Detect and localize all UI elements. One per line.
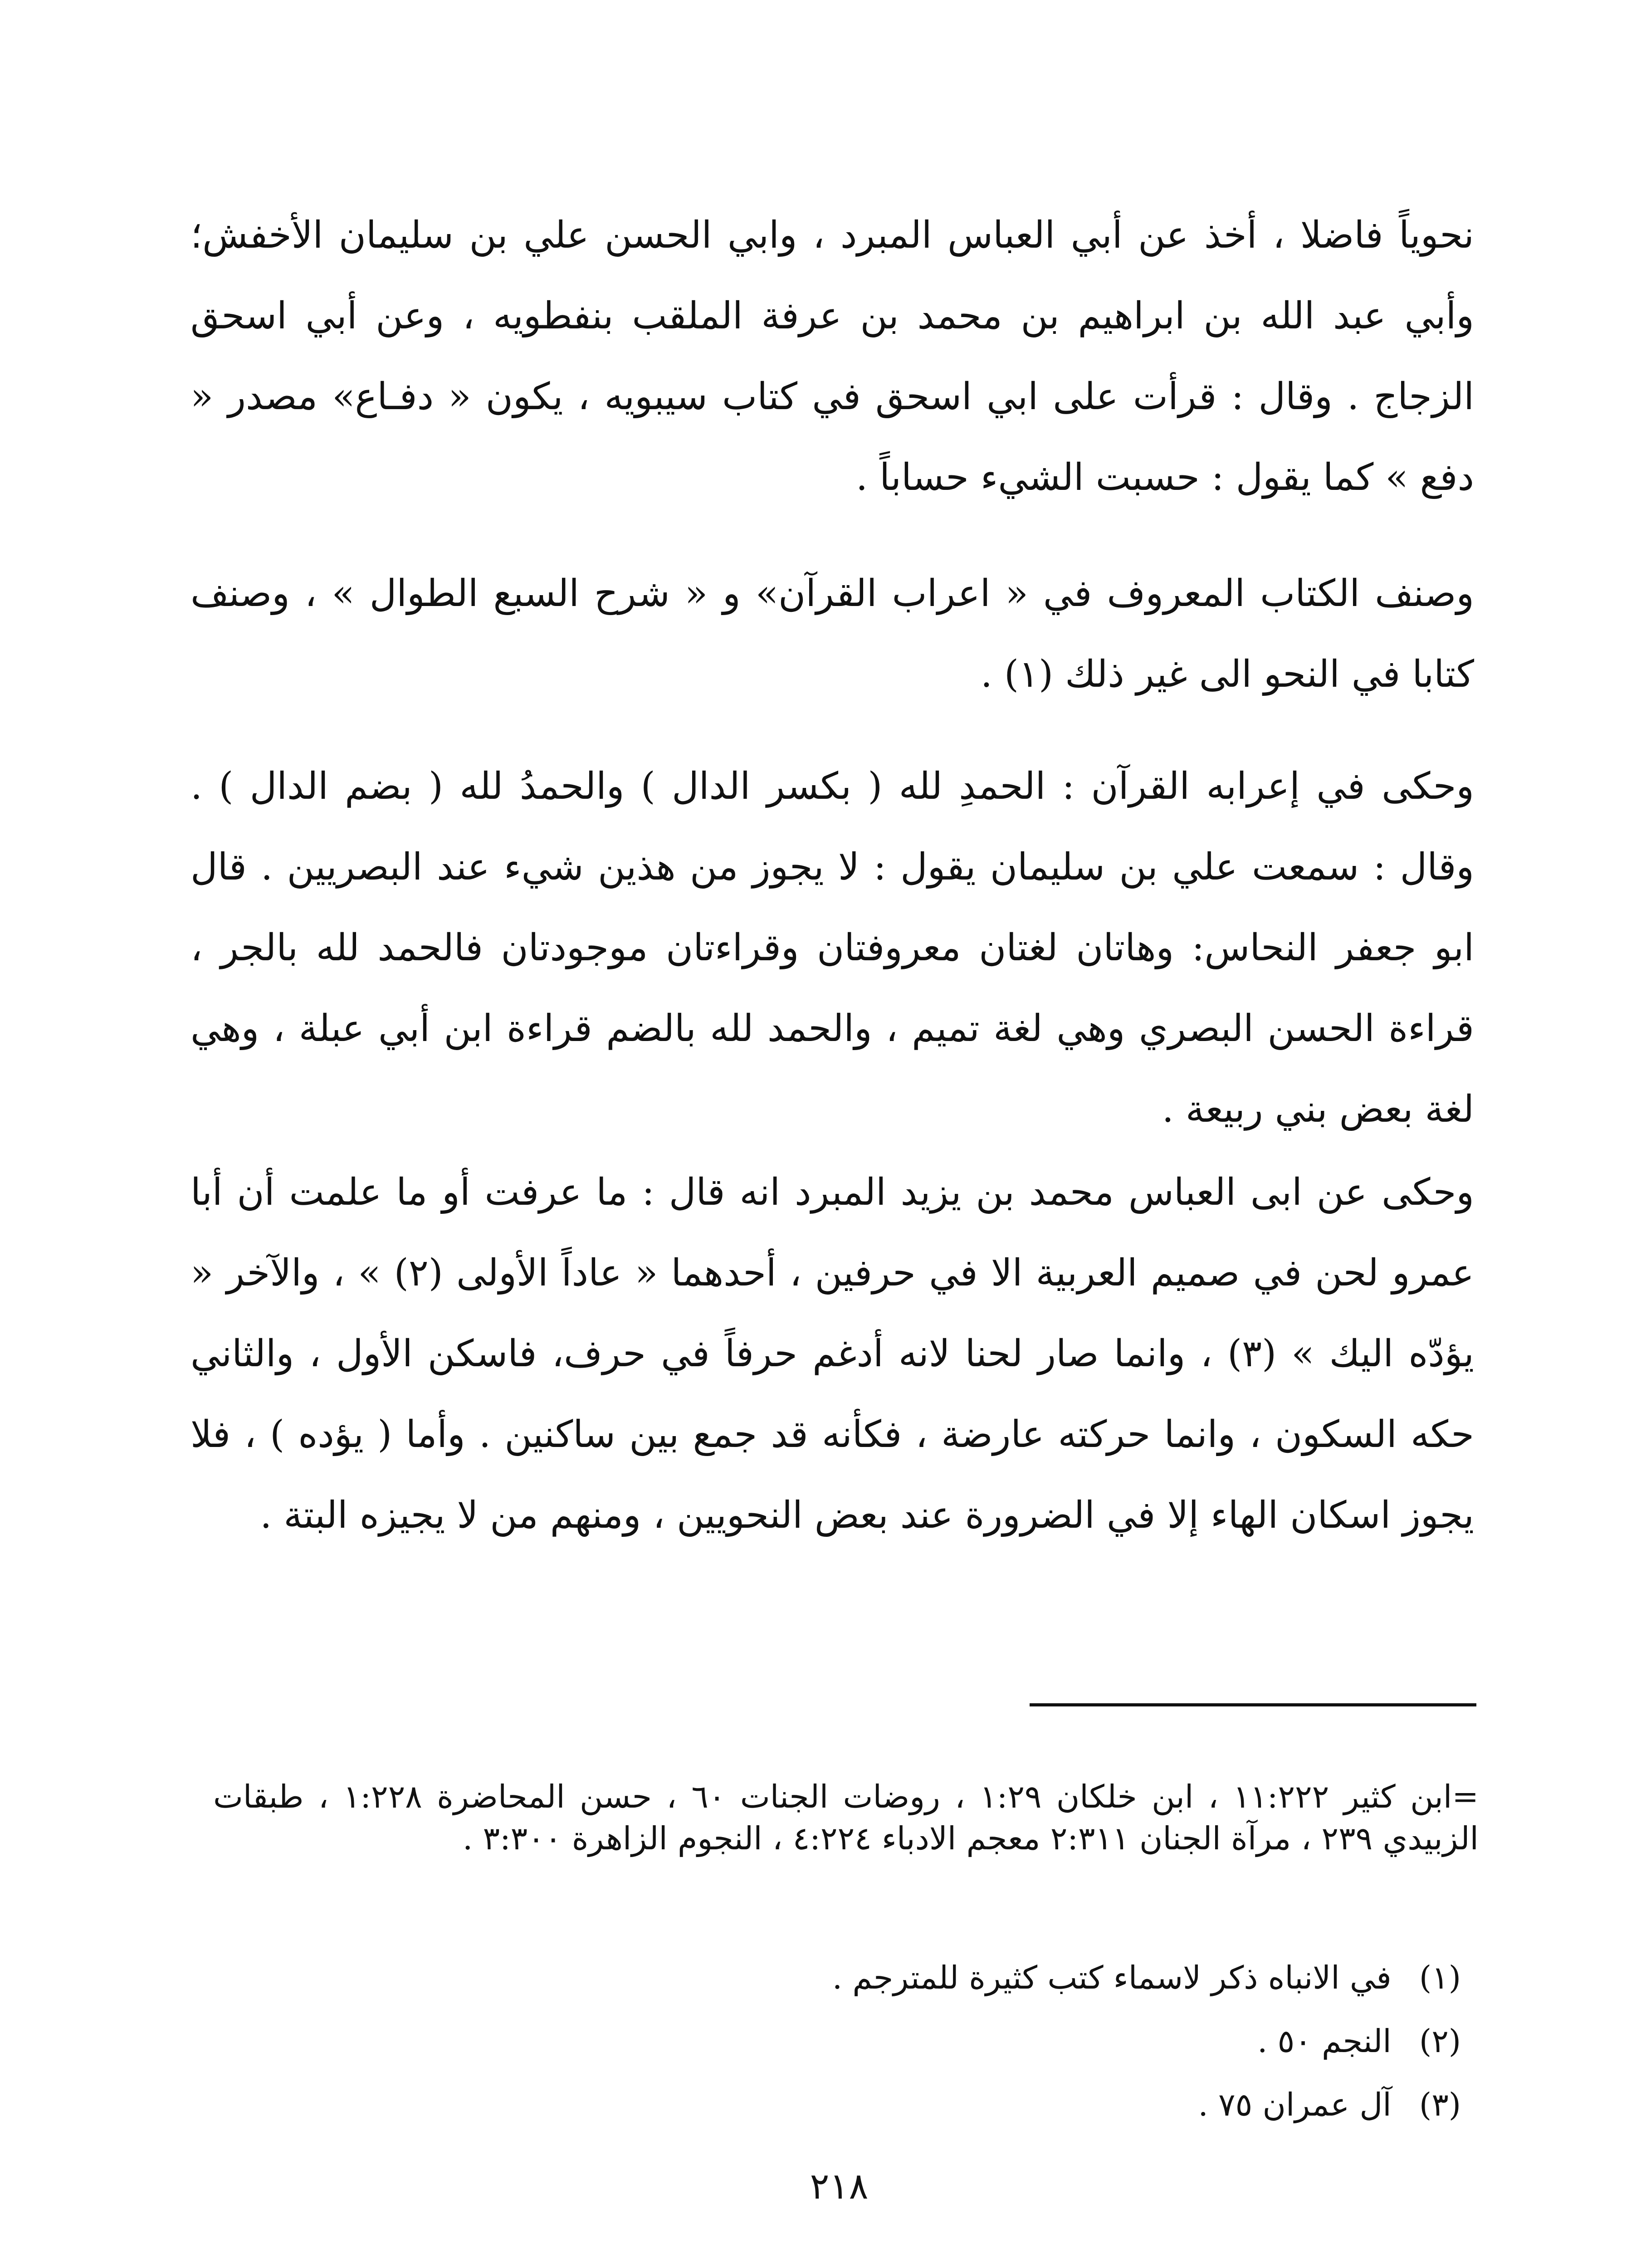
footnote-text: النجم ٥٠ .	[1257, 2023, 1392, 2060]
paragraph-text: وحكى في إعرابه القرآن : الحمدِ لله ( بكسر الدال ) والحمدُ لله ( بضم الدال ) . وقال : سمعت علي بن سليمان يقول : لا يجوز من هذين شيء عند البصريين . قال ابو جعفر النحاس: وهاتان لغتان معروفتان وقراءتان موجودتان فالحمد لله بالجر ، قراءة الحسن البصري وهي لغة تميم ، والحمد لله بالضم قراءة ابن أبي عبلة ، وهي لغة بعض بني ربيعة .	[190, 765, 1474, 1131]
footnote-item	[213, 1946, 1479, 2009]
footnote-item	[213, 2073, 1479, 2136]
paragraph-text: نحوياً فاضلا ، أخذ عن أبي العباس المبرد ، وابي الحسن علي بن سليمان الأخفش؛ وأبي عبد الله بن ابراهيم بن محمد بن عرفة الملقب بنفطويه ، وعن أبي اسحق الزجاج . وقال : قرأت على ابي اسحق في كتاب سيبويه ، يكون « دفـاع» مصدر « دفع » كما يقول : حسبت الشيء حساباً .	[190, 214, 1474, 499]
footnote-text: آل عمران ٧٥ .	[1198, 2086, 1392, 2123]
footnote-source-text: =ابن كثير ١١:٢٢٢ ، ابن خلكان ١:٢٩ ، روضات الجنات ٦٠ ، حسن المحاضرة ١:٢٢٨ ، طبقات الزبيدي ٢٣٩ ، مرآة الجنان ٢:٣١١ معجم الادباء ٤:٢٢٤ ، النجوم الزاهرة ٣:٣٠٠ .	[213, 1778, 1479, 1857]
footnote-number: (٣)	[1419, 2086, 1461, 2123]
footnote-text: في الانباه ذكر لاسماء كتب كثيرة للمترجم .	[832, 1959, 1392, 1996]
page-number: ٢١٨	[810, 2165, 869, 2207]
footnote-list	[213, 1946, 1479, 2136]
body-paragraph-3	[190, 746, 1474, 1150]
body-paragraph-2	[190, 553, 1474, 715]
footnote-item	[213, 2009, 1479, 2073]
footnote-number: (١)	[1419, 1959, 1461, 1996]
paragraph-text: وحكى عن ابى العباس محمد بن يزيد المبرد انه قال : ما عرفت أو ما علمت أن أبا عمرو لحن في صميم العربية الا في حرفين ، أحدهما « عاداً الأولى (٢) » ، والآخر « يؤدّه اليك » (٣) ، وانما صار لحنا لانه أدغم حرفاً في حرف، فاسكن الأول ، والثاني حكه السكون ، وانما حركته عارضة ، فكأنه قد جمع بين ساكنين . وأما ( يؤده ) ، فلا يجوز اسكان الهاء إلا في الضرورة عند بعض النحويين ، ومنهم من لا يجيزه البتة .	[190, 1171, 1475, 1537]
footnote-divider	[1030, 1703, 1476, 1706]
footnote-source-references	[213, 1776, 1479, 1859]
paragraph-text: وصنف الكتاب المعروف في « اعراب القرآن» و « شرح السبع الطوال » ، وصنف كتابا في النحو الى غير ذلك (١) .	[190, 572, 1474, 696]
body-paragraph-1	[190, 195, 1474, 518]
body-paragraph-4	[190, 1152, 1474, 1556]
footnote-number: (٢)	[1419, 2023, 1461, 2060]
